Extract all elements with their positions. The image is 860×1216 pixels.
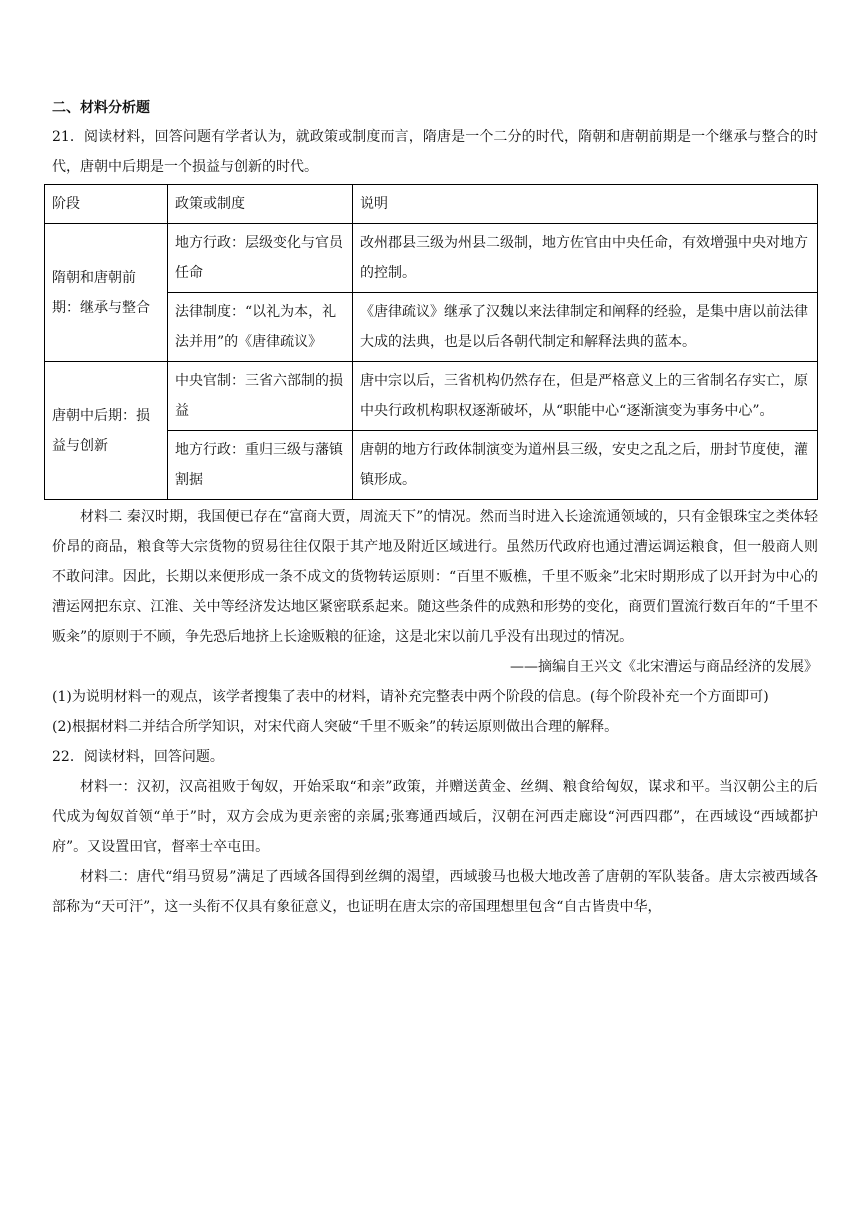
q22-intro: 22．阅读材料，回答问题。 [52,749,224,765]
table-cell-desc: 唐朝的地方行政体制演变为道州县三级，安史之乱之后，册封节度使，灌镇形成。 [353,431,818,500]
q21-intro: 21．阅读材料，回答问题有学者认为，就政策或制度而言，隋唐是一个二分的时代，隋朝和唐朝前期是一个继承与整合的时代，唐朝中后期是一个损益与创新的时代。 [52,129,818,175]
document-page [52,96,818,922]
q22-material1: 材料一：汉初，汉高祖败于匈奴，开始采取“和亲”政策，并赠送黄金、丝绸、粮食给匈奴，谋求和平。当汉朝公主的后代成为匈奴首领“单于”时，双方会成为更亲密的亲属;张骞通西域后，汉朝在河西走廊设“河西四郡”，在西域设“西域都护府”。又设置田官，督率士卒屯田。 [52,779,818,855]
table-cell-stage: 唐朝中后期：损益与创新 [45,362,168,500]
table-cell-policy: 地方行政：重归三级与藩镇割据 [168,431,353,500]
q22-material2: 材料二：唐代“绢马贸易”满足了西域各国得到丝绸的渴望，西域骏马也极大地改善了唐朝的军队装备。唐太宗被西域各部称为“天可汗”，这一头衔不仅具有象征意义，也证明在唐太宗的帝国理想里包含“自古皆贵中华， [52,869,818,915]
q21-material2: 材料二 秦汉时期，我国便已存在“富商大贾，周流天下”的情况。然而当时进入长途流通领域的，只有金银珠宝之类体轻价昂的商品，粮食等大宗货物的贸易往往仅限于其产地及附近区域进行。虽然历代政府也通过漕运调运粮食，但一般商人则不敢问津。因此，长期以来便形成一条不成文的货物转运原则：“百里不贩樵，千里不贩籴”北宋时期形成了以开封为中心的漕运网把东京、江淮、关中等经济发达地区紧密联系起来。随这些条件的成熟和形势的变化，商贾们置流行数百年的“千里不贩籴”的原则于不顾，争先恐后地挤上长途贩粮的征途，这是北宋以前几乎没有出现过的情况。 [52,509,818,645]
table-header-stage: 阶段 [45,185,168,224]
table-cell-policy: 法律制度：“以礼为本，礼法并用”的《唐律疏议》 [168,293,353,362]
table-header-policy: 政策或制度 [168,185,353,224]
table-cell-desc: 改州郡县三级为州县二级制，地方佐官由中央任命，有效增强中央对地方的控制。 [353,224,818,293]
table-cell-desc: 唐中宗以后，三省机构仍然存在，但是严格意义上的三省制名存实亡，原中央行政机构职权逐渐破坏，从“职能中心“逐渐演变为事务中心”。 [353,362,818,431]
table-cell-policy: 地方行政：层级变化与官员任命 [168,224,353,293]
table-header-row [45,185,818,224]
table-row [45,224,818,293]
table-row [45,362,818,431]
table-cell-desc: 《唐律疏议》继承了汉魏以来法律制定和阐释的经验，是集中唐以前法律大成的法典，也是以后各朝代制定和解释法典的蓝本。 [353,293,818,362]
section-title: 二、材料分析题 [52,100,150,116]
q21-question-1: (1)为说明材料一的观点，该学者搜集了表中的材料，请补充完整表中两个阶段的信息。(每个阶段补充一个方面即可) [52,689,769,705]
table-header-desc: 说明 [353,185,818,224]
table-cell-stage: 隋朝和唐朝前期：继承与整合 [45,224,168,362]
q21-question-2: (2)根据材料二并结合所学知识，对宋代商人突破“千里不贩籴”的转运原则做出合理的解释。 [52,719,619,735]
policy-table [44,184,818,500]
q21-source: ——摘编自王兴文《北宋漕运与商品经济的发展》 [510,659,818,675]
table-cell-policy: 中央官制：三省六部制的损益 [168,362,353,431]
